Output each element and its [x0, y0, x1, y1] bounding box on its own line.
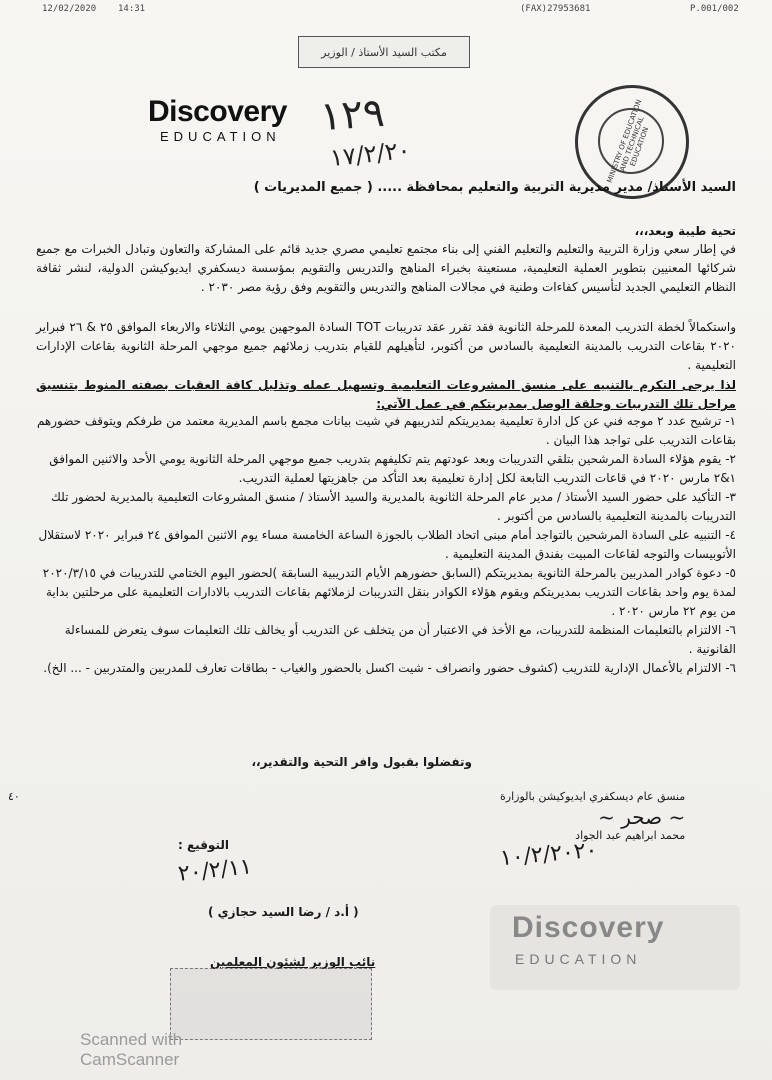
fax-page: P.001/002 [690, 4, 739, 14]
handwritten-date-top: ١٧/٢/٢٠ [328, 135, 412, 173]
greeting: تحية طيبة وبعد،،، [634, 224, 736, 238]
signature-scrawl: ~ صحر ~ [598, 805, 686, 829]
paragraph-training: واستكمالاً لخطة التدريب المعدة للمرحلة الثانوية فقد تقرر عقد تدريبات TOT السادة الموجهين يومي الثلاثاء والاربعاء الموافق ٢٥ & ٢٦ فبراير ٢٠٢٠ بقاعات التدريب بالمدينة التعليمية بالسادس من أكتوبر، لتأهيلهم للقيام بتدريب زملائهم جميع موجهي المرحلة الثانوية بقاعات الإدارات التعليمية . [36, 320, 736, 372]
logo-word: Discovery [148, 95, 287, 128]
list-item: ١- ترشيح عدد ٢ موجه فني عن كل ادارة تعليمية بمديريتكم لتدريبهم في شيت بيانات مجمع باسم المديرية معتمد من طرفكم ويتوقف حضورهم بقاعات التدريب على تواجد هذا البيان . [36, 414, 736, 447]
stamp-sub: EDUCATION [515, 951, 642, 967]
signature-coordinator [500, 790, 685, 842]
office-stamp: مكتب السيد الأستاذ / الوزير [298, 36, 470, 68]
list-item: ٣- التأكيد على حضور السيد الأستاذ / مدير عام المرحلة الثانوية بالمديرية والسيد الأستاذ / منسق المشروعات التعليمية بالمديرية لحضور تلك التدريبات بالمدينة التعليمية بالسادس من أكتوبر . [50, 490, 736, 523]
fax-time: 14:31 [118, 4, 146, 14]
instructions-list [36, 412, 736, 678]
fax-date: 12/02/2020 [42, 4, 97, 14]
closing-line: وتفضلوا بقبول وافر التحية والتقدير،، [251, 755, 472, 769]
stamp-word: Discovery [512, 911, 665, 944]
list-item: ٤- التنبيه على السادة المرشحين بالتواجد أمام مبنى اتحاد الطلاب بالجوزة الساعة الخامسة مساء يوم الاثنين الموافق ٢٤ فبراير ٢٠٢٠ لاستقلال الأتوبيسات والتوجه لقاعات المبيت بفندق المدينة التعليمية . [38, 528, 736, 561]
scanner-line-1: Scanned with [80, 1030, 183, 1049]
official-stamp-box [170, 968, 372, 1040]
signature-label: التوقيع : [178, 838, 229, 852]
deputy-title: نائب الوزير لشئون المعلمين [210, 955, 376, 969]
fax-number: (FAX)27953681 [520, 4, 591, 14]
seal-ring-text: MINISTRY OF EDUCATION AND TECHNICAL EDUCATION [605, 98, 651, 184]
logo-sub: EDUCATION [160, 129, 281, 144]
paragraph-intro: في إطار سعي وزارة التربية والتعليم والتعليم الفني إلى بناء مجتمع تعليمي مصري جديد قائم على المشاركة والتعاون وتبادل الخبرات مع جميع شركائها المعنيين بتطوير العملية التعليمية، مستعينة بخبراء المناهج والتدريس والتقويم بمؤسسة ديسكفري ايديوكيشن الدولية، لنشر ثقافة النظام التعليمي الجديد لتأسيس كفاءات وطنية في مجالات المناهج والتدريس والتقويم وفق رؤية مصر ٢٠٣٠ . [36, 242, 736, 294]
handwritten-number: ١٢٩ [318, 89, 386, 141]
list-item: ٦- الالتزام بالأعمال الإدارية للتدريب (كشوف حضور وانصراف - شيت اكسل بالحضور والغياب - بطاقات تعارف للمدربين والمتدربين - ... الخ). [43, 661, 736, 675]
scanner-line-2: CamScanner [80, 1050, 180, 1069]
discovery-stamp [490, 905, 740, 990]
margin-mark: ٤٠ [8, 790, 20, 803]
paragraph-request: لذا يرجى التكرم بالتنبيه على منسق المشروعات التعليمية وتسهيل عمله وتذليل كافة العقبات بصفته المنوط بتنسيق مراحل تلك التدريبات وحلقة الوصل بمديريتكم في عمل الآتي: [36, 378, 736, 411]
list-item: ٦- الالتزام بالتعليمات المنظمة للتدريبات، مع الأخذ في الاعتبار أن من يتخلف عن التدريب أو يخالف تلك التعليمات سوف يتعرض للمساءلة القانونية . [64, 623, 736, 656]
addressee: السيد الأستاذ/ مدير مديرية التربية والتعليم بمحافظة ..... ( جميع المديريات ) [253, 180, 736, 195]
handwritten-date-3: ٢٠/٢/١١ [176, 854, 254, 887]
deputy-name: ( أ.د / رضا السيد حجازي ) [208, 905, 359, 919]
discovery-logo [148, 95, 287, 144]
signature-deputy [178, 838, 229, 852]
signature-name: محمد ابراهيم عبد الجواد [575, 829, 686, 842]
handwritten-date-2: ١٠/٢/٢٠٢٠ [499, 837, 599, 872]
signature-title: منسق عام ديسكفري ايديوكيشن بالوزارة [500, 790, 686, 803]
list-item: ٥- دعوة كوادر المدربين بالمرحلة الثانوية بمديريتكم (السابق حضورهم الأيام التدريبية السابقة )لحضور اليوم الختامي للتدريبات في ٢٠٢٠/٣/١٥ لمدة يوم واحد بقاعات التدريب بمديريتكم ويقوم هؤلاء الكوادر بنقل التدريبات لزملائهم بقاعات التدريب بالادارات التعليمية على مرحلتين بداية من يوم ٢٢ مارس ٢٠٢٠ . [42, 566, 736, 618]
list-item: ٢- يقوم هؤلاء السادة المرشحين بتلقي التدريبات وبعد عودتهم يتم تكليفهم بتدريب جميع موجهي المرحلة الثانوية يومي الأحد والاثنين الموافق ١&٢ مارس ٢٠٢٠ في قاعات التدريب التابعة لكل إدارة تعليمية بعد التأكد من جاهزيتها لعملية التدريب. [49, 452, 736, 485]
camscanner-watermark [80, 1030, 182, 1070]
